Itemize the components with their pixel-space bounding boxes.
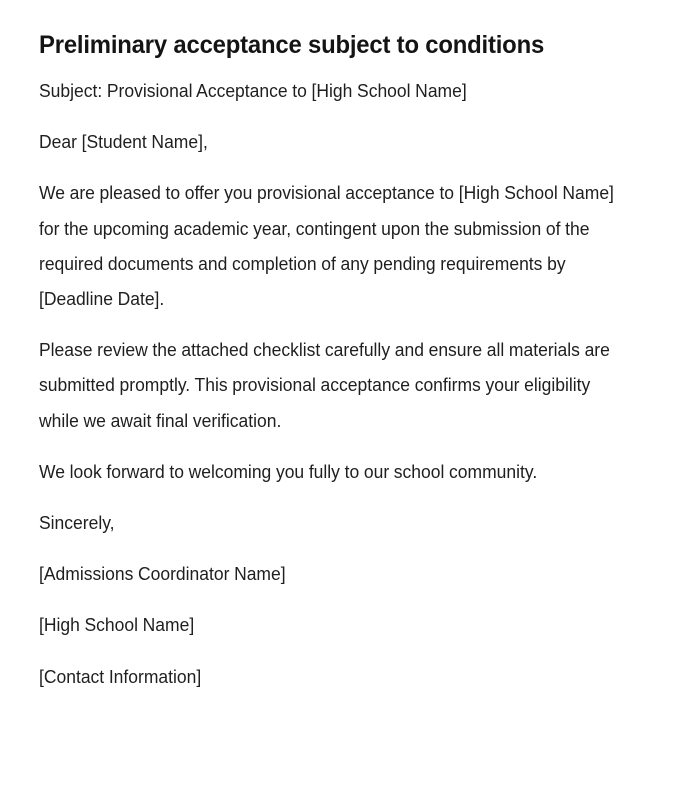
letter-body (39, 74, 660, 695)
body-paragraph-3: We look forward to welcoming you fully to our school community. (39, 461, 538, 482)
page-title: Preliminary acceptance subject to conditions (39, 31, 545, 59)
signature-name: [Admissions Coordinator Name] (39, 564, 286, 585)
body-paragraph-1: We are pleased to offer you provisional acceptance to [High School Name] for the upcoming academic year, contingent upon the submission of the required documents and completion of any pending requirements by [Deadline Date]. (39, 183, 614, 310)
closing: Sincerely, (39, 513, 115, 534)
signature-school: [High School Name] (39, 615, 195, 636)
body-paragraph-2: Please review the attached checklist carefully and ensure all materials are submitted promptly. This provisional acceptance confirms your eligibility while we await final verification. (39, 340, 610, 431)
salutation: Dear [Student Name], (39, 132, 208, 153)
subject-line: Subject: Provisional Acceptance to [High School Name] (39, 81, 467, 101)
signature-contact: [Contact Information] (39, 666, 202, 687)
